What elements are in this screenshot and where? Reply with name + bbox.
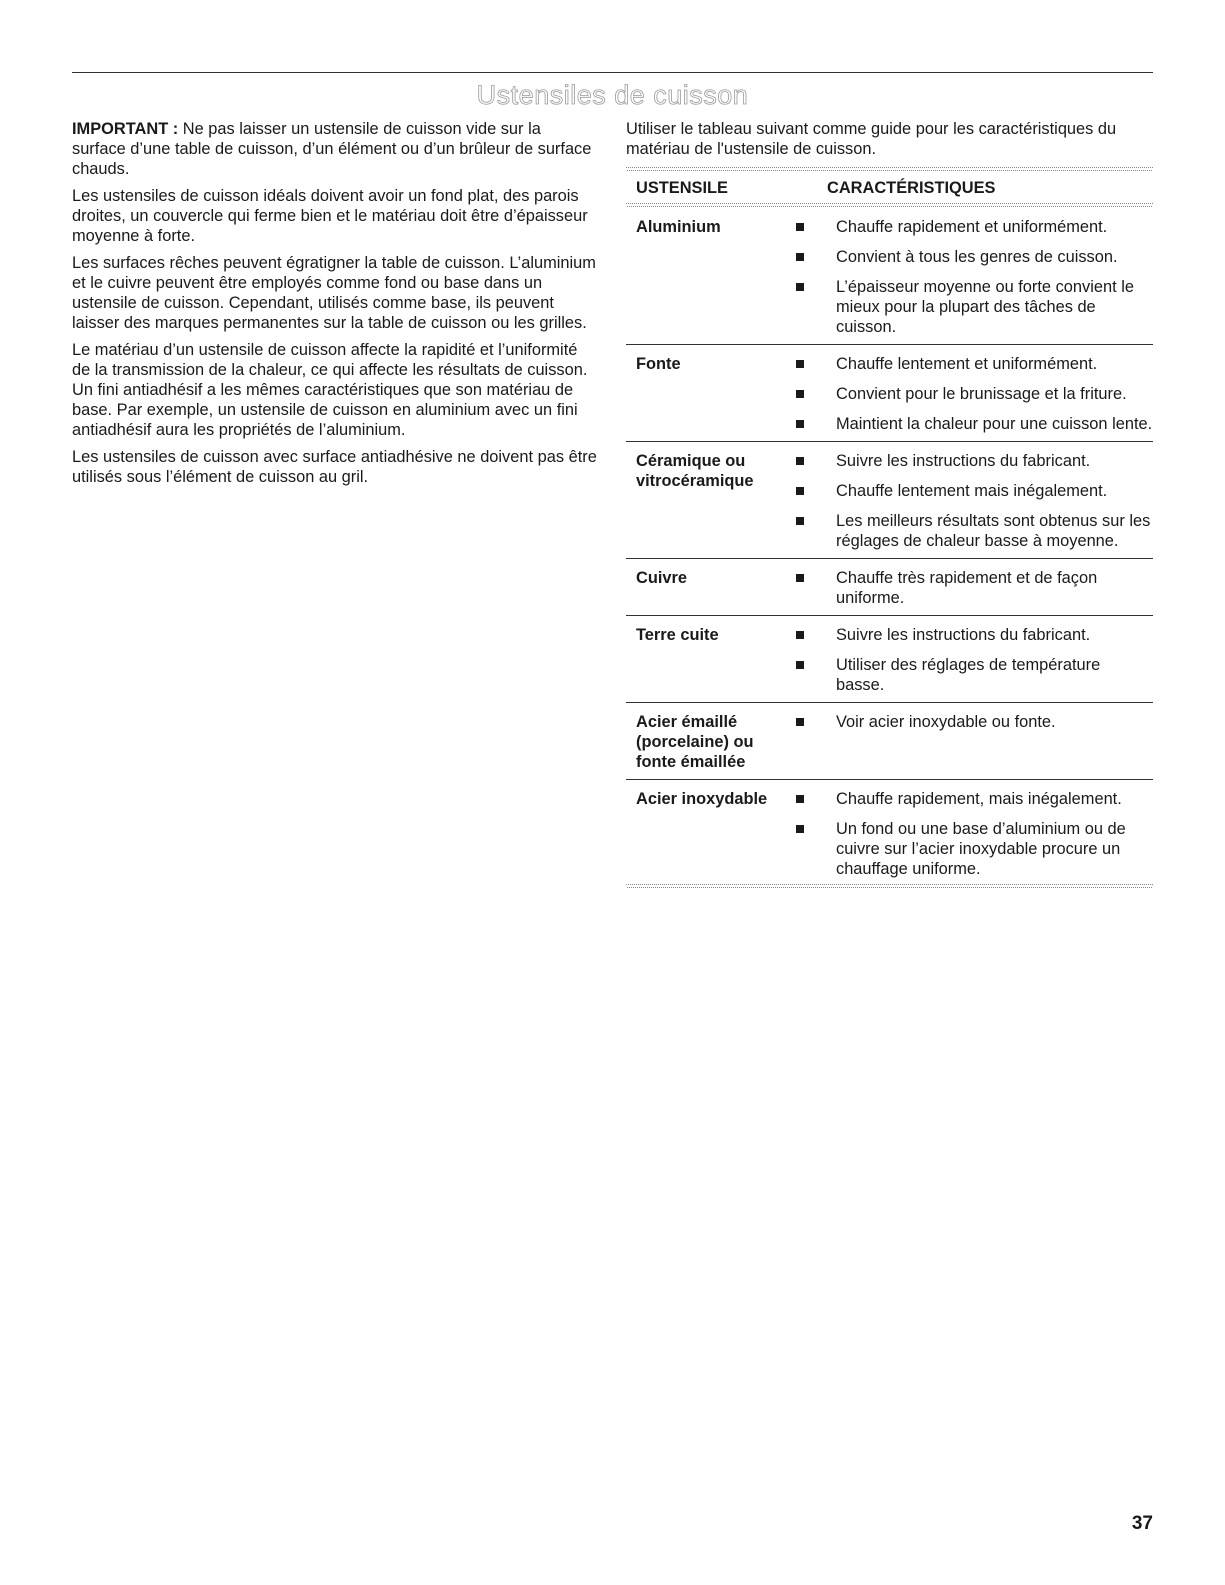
table-row (626, 442, 1153, 559)
table-row (626, 780, 1153, 884)
square-bullet-icon (796, 390, 804, 398)
paragraph-ideal-cookware: Les ustensiles de cuisson idéals doivent avoir un fond plat, des parois droites, un couvercle qui ferme bien et le matériau doit être d’épaisseur moyenne à forte. (72, 187, 588, 245)
characteristic-item (788, 819, 1153, 879)
square-bullet-icon (796, 574, 804, 582)
square-bullet-icon (796, 360, 804, 368)
paragraph-nonstick: Les ustensiles de cuisson avec surface antiadhésive ne doivent pas être utilisés sous l’élément de cuisson au gril. (72, 448, 597, 486)
characteristic-item (788, 511, 1153, 551)
table-row (626, 345, 1153, 442)
important-text: Ne pas laisser un ustensile de cuisson vide sur la surface d’une table de cuisson, d’un élément ou d’un brûleur de surface chauds. (72, 120, 592, 178)
table-row (626, 559, 1153, 616)
table-intro: Utiliser le tableau suivant comme guide pour les caractéristiques du matériau de l'ustensile de cuisson. (626, 120, 1117, 158)
table-row (626, 208, 1153, 345)
material-name: Aluminium (636, 218, 721, 236)
characteristic-text: Suivre les instructions du fabricant. (836, 626, 1091, 644)
characteristics-list (788, 451, 1153, 551)
header-ustensile: USTENSILE (636, 179, 728, 197)
characteristic-text: Suivre les instructions du fabricant. (836, 452, 1091, 470)
characteristic-text: Utiliser des réglages de température basse. (836, 656, 1101, 694)
table-row (626, 703, 1153, 780)
characteristic-text: Chauffe très rapidement et de façon uniforme. (836, 569, 1098, 607)
header-caracteristiques: CARACTÉRISTIQUES (827, 179, 996, 197)
characteristic-text: Convient à tous les genres de cuisson. (836, 248, 1118, 266)
material-name: Terre cuite (636, 626, 719, 644)
characteristic-text: Chauffe rapidement et uniformément. (836, 218, 1108, 236)
characteristic-text: Chauffe rapidement, mais inégalement. (836, 790, 1122, 808)
square-bullet-icon (796, 223, 804, 231)
characteristics-list (788, 712, 1153, 772)
table-bottom-rule (626, 884, 1153, 889)
characteristic-item (788, 712, 1153, 732)
characteristic-item (788, 625, 1153, 645)
characteristic-item (788, 655, 1153, 695)
right-column (626, 119, 1153, 889)
characteristic-item (788, 384, 1153, 404)
table-body (626, 208, 1153, 884)
square-bullet-icon (796, 631, 804, 639)
characteristic-text: Un fond ou une base d’aluminium ou de cuivre sur l’acier inoxydable procure un chauffage uniforme. (836, 820, 1126, 878)
paragraph-material-effect: Le matériau d’un ustensile de cuisson affecte la rapidité et l’uniformité de la transmission de la chaleur, ce qui affecte les résultats de cuisson. Un fini antiadhésif a les mêmes caractéristiques que son matériau de base. Par exemple, un ustensile de cuisson en aluminium avec un fini antiadhésif aura les propriétés de l’aluminium. (72, 341, 588, 439)
square-bullet-icon (796, 517, 804, 525)
paragraph-rough-surfaces: Les surfaces rêches peuvent égratigner la table de cuisson. L’aluminium et le cuivre peuvent être employés comme fond ou base dans un ustensile de cuisson. Cependant, utilisés comme base, ils peuvent laisser des marques permanentes sur la table de cuisson ou les grilles. (72, 254, 596, 332)
characteristic-text: Les meilleurs résultats sont obtenus sur les réglages de chaleur basse à moyenne. (836, 512, 1151, 550)
left-column (72, 119, 597, 494)
characteristic-text: Voir acier inoxydable ou fonte. (836, 713, 1056, 731)
characteristics-list (788, 625, 1153, 695)
material-name: Acier inoxydable (636, 790, 768, 808)
square-bullet-icon (796, 283, 804, 291)
material-name: Céramique ou vitrocéramique (636, 452, 754, 490)
characteristic-text: Maintient la chaleur pour une cuisson lente. (836, 415, 1153, 433)
table-row (626, 616, 1153, 703)
square-bullet-icon (796, 661, 804, 669)
table-header (626, 172, 1153, 203)
characteristic-item (788, 247, 1153, 267)
characteristic-item (788, 354, 1153, 374)
characteristic-item (788, 481, 1153, 501)
square-bullet-icon (796, 718, 804, 726)
characteristic-item (788, 451, 1153, 471)
page-title: Ustensiles de cuisson (476, 80, 749, 110)
characteristics-list (788, 217, 1153, 337)
characteristic-item (788, 217, 1153, 237)
characteristics-list (788, 568, 1153, 608)
characteristic-text: Chauffe lentement et uniformément. (836, 355, 1098, 373)
characteristic-item (788, 277, 1153, 337)
square-bullet-icon (796, 457, 804, 465)
material-name: Cuivre (636, 569, 688, 587)
characteristic-text: L’épaisseur moyenne ou forte convient le mieux pour la plupart des tâches de cuisson. (836, 278, 1134, 336)
important-label: IMPORTANT : (72, 120, 179, 138)
page-number: 37 (1131, 1513, 1153, 1534)
important-paragraph (72, 119, 597, 179)
square-bullet-icon (796, 825, 804, 833)
square-bullet-icon (796, 420, 804, 428)
material-name: Acier émaillé (porcelaine) ou fonte émaillée (636, 713, 754, 771)
characteristic-item (788, 568, 1153, 608)
characteristic-item (788, 789, 1153, 809)
material-name: Fonte (636, 355, 681, 373)
characteristics-list (788, 789, 1153, 879)
top-rule (72, 72, 1153, 73)
characteristic-text: Convient pour le brunissage et la friture. (836, 385, 1127, 403)
square-bullet-icon (796, 487, 804, 495)
square-bullet-icon (796, 795, 804, 803)
square-bullet-icon (796, 253, 804, 261)
characteristics-list (788, 354, 1153, 434)
characteristic-text: Chauffe lentement mais inégalement. (836, 482, 1108, 500)
characteristic-item (788, 414, 1153, 434)
